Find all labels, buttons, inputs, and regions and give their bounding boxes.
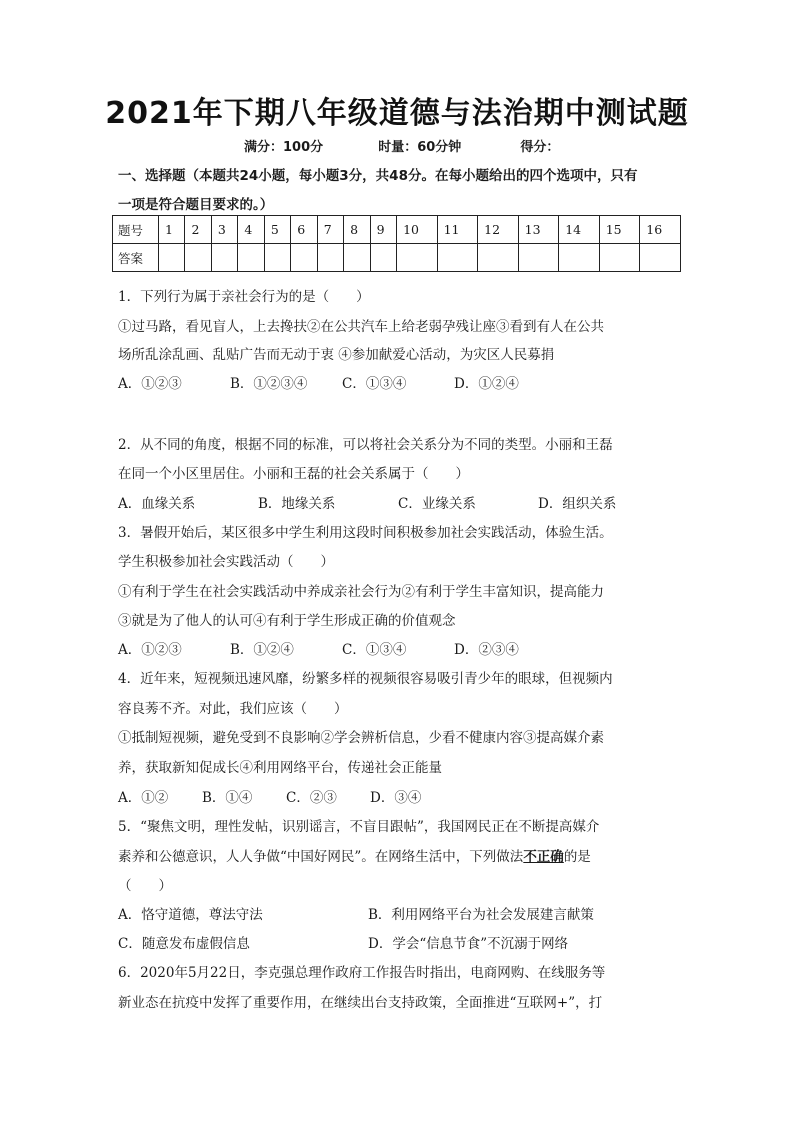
- option-c[interactable]: C．业缘关系: [398, 496, 476, 512]
- number-cell: 9: [370, 216, 396, 244]
- option-c[interactable]: C．随意发布虚假信息: [118, 936, 250, 952]
- q3-line: 学生积极参加社会实践活动（ ）: [118, 554, 334, 570]
- q2-line: 在同一个小区里居住。小丽和王磊的社会关系属于（ ）: [118, 466, 469, 482]
- answer-cell[interactable]: [518, 244, 559, 272]
- answer-cell[interactable]: [291, 244, 317, 272]
- number-cell: 14: [559, 216, 600, 244]
- q5-text: 的是: [563, 849, 591, 865]
- page-title: 2021年下期八年级道德与法治期中测试题: [105, 96, 689, 131]
- option-b[interactable]: B．利用网络平台为社会发展建言献策: [368, 907, 594, 923]
- number-cell: 5: [264, 216, 290, 244]
- answer-cell[interactable]: [264, 244, 290, 272]
- option-a[interactable]: A．血缘关系: [118, 496, 196, 512]
- q5-options: [118, 903, 594, 923]
- answer-cell[interactable]: [599, 244, 640, 272]
- option-b[interactable]: B．①②④: [230, 642, 294, 658]
- option-d[interactable]: D．③④: [370, 790, 422, 806]
- option-c[interactable]: C．①③④: [342, 642, 407, 658]
- q3-line: ③就是为了他人的认可④有利于学生形成正确的价值观念: [118, 613, 456, 629]
- option-d[interactable]: D．学会“信息节食”不沉溺于网络: [368, 936, 569, 952]
- number-cell: 1: [159, 216, 185, 244]
- answer-table: [112, 215, 681, 272]
- number-cell: 8: [344, 216, 370, 244]
- q1-line: ①过马路，看见盲人，上去搀扶②在公共汽车上给老弱孕残让座③看到有人在公共: [118, 319, 604, 335]
- number-cell: 3: [211, 216, 237, 244]
- option-a[interactable]: A．①②: [118, 790, 169, 806]
- answer-row: [113, 244, 681, 272]
- q4-line: 养，获取新知促成长④利用网络平台，传递社会正能量: [118, 760, 442, 776]
- answer-cell[interactable]: [238, 244, 264, 272]
- option-b[interactable]: B．地缘关系: [258, 496, 336, 512]
- answer-cell[interactable]: [559, 244, 600, 272]
- answer-cell[interactable]: [640, 244, 681, 272]
- q5-line: （ ）: [118, 878, 172, 894]
- number-cell: 12: [478, 216, 519, 244]
- q6-line: 6．2020年5月22日，李克强总理作政府工作报告时指出，电商网购、在线服务等: [118, 965, 606, 981]
- option-c[interactable]: C．①③④: [342, 376, 407, 392]
- section-title: 一、选择题（本题共24小题，每小题3分，共48分。在每小题给出的四个选项中，只有: [118, 168, 638, 184]
- row-label: 题号: [113, 216, 159, 244]
- number-cell: 4: [238, 216, 264, 244]
- number-cell: 6: [291, 216, 317, 244]
- q4-line: 4．近年来，短视频迅速风靡，纷繁多样的视频很容易吸引青少年的眼球，但视频内: [118, 671, 613, 687]
- answer-cell[interactable]: [397, 244, 438, 272]
- q5-text: 素养和公德意识，人人争做“中国好网民”。在网络生活中，下列做法: [118, 849, 524, 865]
- q2-line: 2．从不同的角度，根据不同的标准，可以将社会关系分为不同的类型。小丽和王磊: [118, 437, 613, 453]
- q5-line: [118, 845, 591, 865]
- number-cell: 10: [397, 216, 438, 244]
- option-a[interactable]: A．①②③: [118, 642, 182, 658]
- number-cell: 2: [185, 216, 211, 244]
- answer-cell[interactable]: [437, 244, 478, 272]
- q1-options: [118, 372, 519, 392]
- q2-options: [118, 492, 616, 512]
- q3-options: [118, 638, 519, 658]
- answer-cell[interactable]: [185, 244, 211, 272]
- option-a[interactable]: A．①②③: [118, 376, 182, 392]
- number-cell: 7: [317, 216, 343, 244]
- full-score: 满分：100分: [244, 140, 324, 155]
- q4-line: ①抵制短视频，避免受到不良影响②学会辨析信息，少看不健康内容③提高媒介素: [118, 730, 604, 746]
- score-field: 得分：: [520, 140, 560, 155]
- q4-line: 容良莠不齐。对此，我们应该（ ）: [118, 701, 348, 717]
- answer-cell[interactable]: [344, 244, 370, 272]
- q5-options: [118, 932, 568, 952]
- q1-line: 场所乱涂乱画、乱贴广告而无动于衷 ④参加献爱心活动，为灾区人民募捐: [118, 347, 555, 363]
- q3-line: ①有利于学生在社会实践活动中养成亲社会行为②有利于学生丰富知识，提高能力: [118, 584, 604, 600]
- option-d[interactable]: D．①②④: [454, 376, 519, 392]
- answer-cell[interactable]: [478, 244, 519, 272]
- number-cell: 16: [640, 216, 681, 244]
- section-title-cont: 一项是符合题目要求的。）: [118, 197, 274, 213]
- number-cell: 11: [437, 216, 478, 244]
- row-label: 答案: [113, 244, 159, 272]
- answer-cell[interactable]: [211, 244, 237, 272]
- number-row: [113, 216, 681, 244]
- q5-emphasis: 不正确: [523, 849, 564, 865]
- answer-cell[interactable]: [159, 244, 185, 272]
- option-d[interactable]: D．组织关系: [538, 496, 617, 512]
- q6-line: 新业态在抗疫中发挥了重要作用，在继续出台支持政策，全面推进“互联网+”，打: [118, 995, 603, 1011]
- q1-stem: 1．下列行为属于亲社会行为的是（ ）: [118, 289, 370, 305]
- option-b[interactable]: B．①④: [202, 790, 253, 806]
- score-info: [244, 136, 559, 155]
- answer-cell[interactable]: [370, 244, 396, 272]
- number-cell: 15: [599, 216, 640, 244]
- option-d[interactable]: D．②③④: [454, 642, 519, 658]
- time-limit: 时量：60分钟: [378, 140, 462, 155]
- q5-line: 5．“聚焦文明，理性发帖，识别谣言，不盲目跟帖”，我国网民正在不断提高媒介: [118, 819, 600, 835]
- option-c[interactable]: C．②③: [286, 790, 337, 806]
- q4-options: [118, 786, 421, 806]
- answer-cell[interactable]: [317, 244, 343, 272]
- option-a[interactable]: A．恪守道德，尊法守法: [118, 907, 263, 923]
- number-cell: 13: [518, 216, 559, 244]
- q3-line: 3．暑假开始后，某区很多中学生利用这段时间积极参加社会实践活动，体验生活。: [118, 525, 613, 541]
- option-b[interactable]: B．①②③④: [230, 376, 308, 392]
